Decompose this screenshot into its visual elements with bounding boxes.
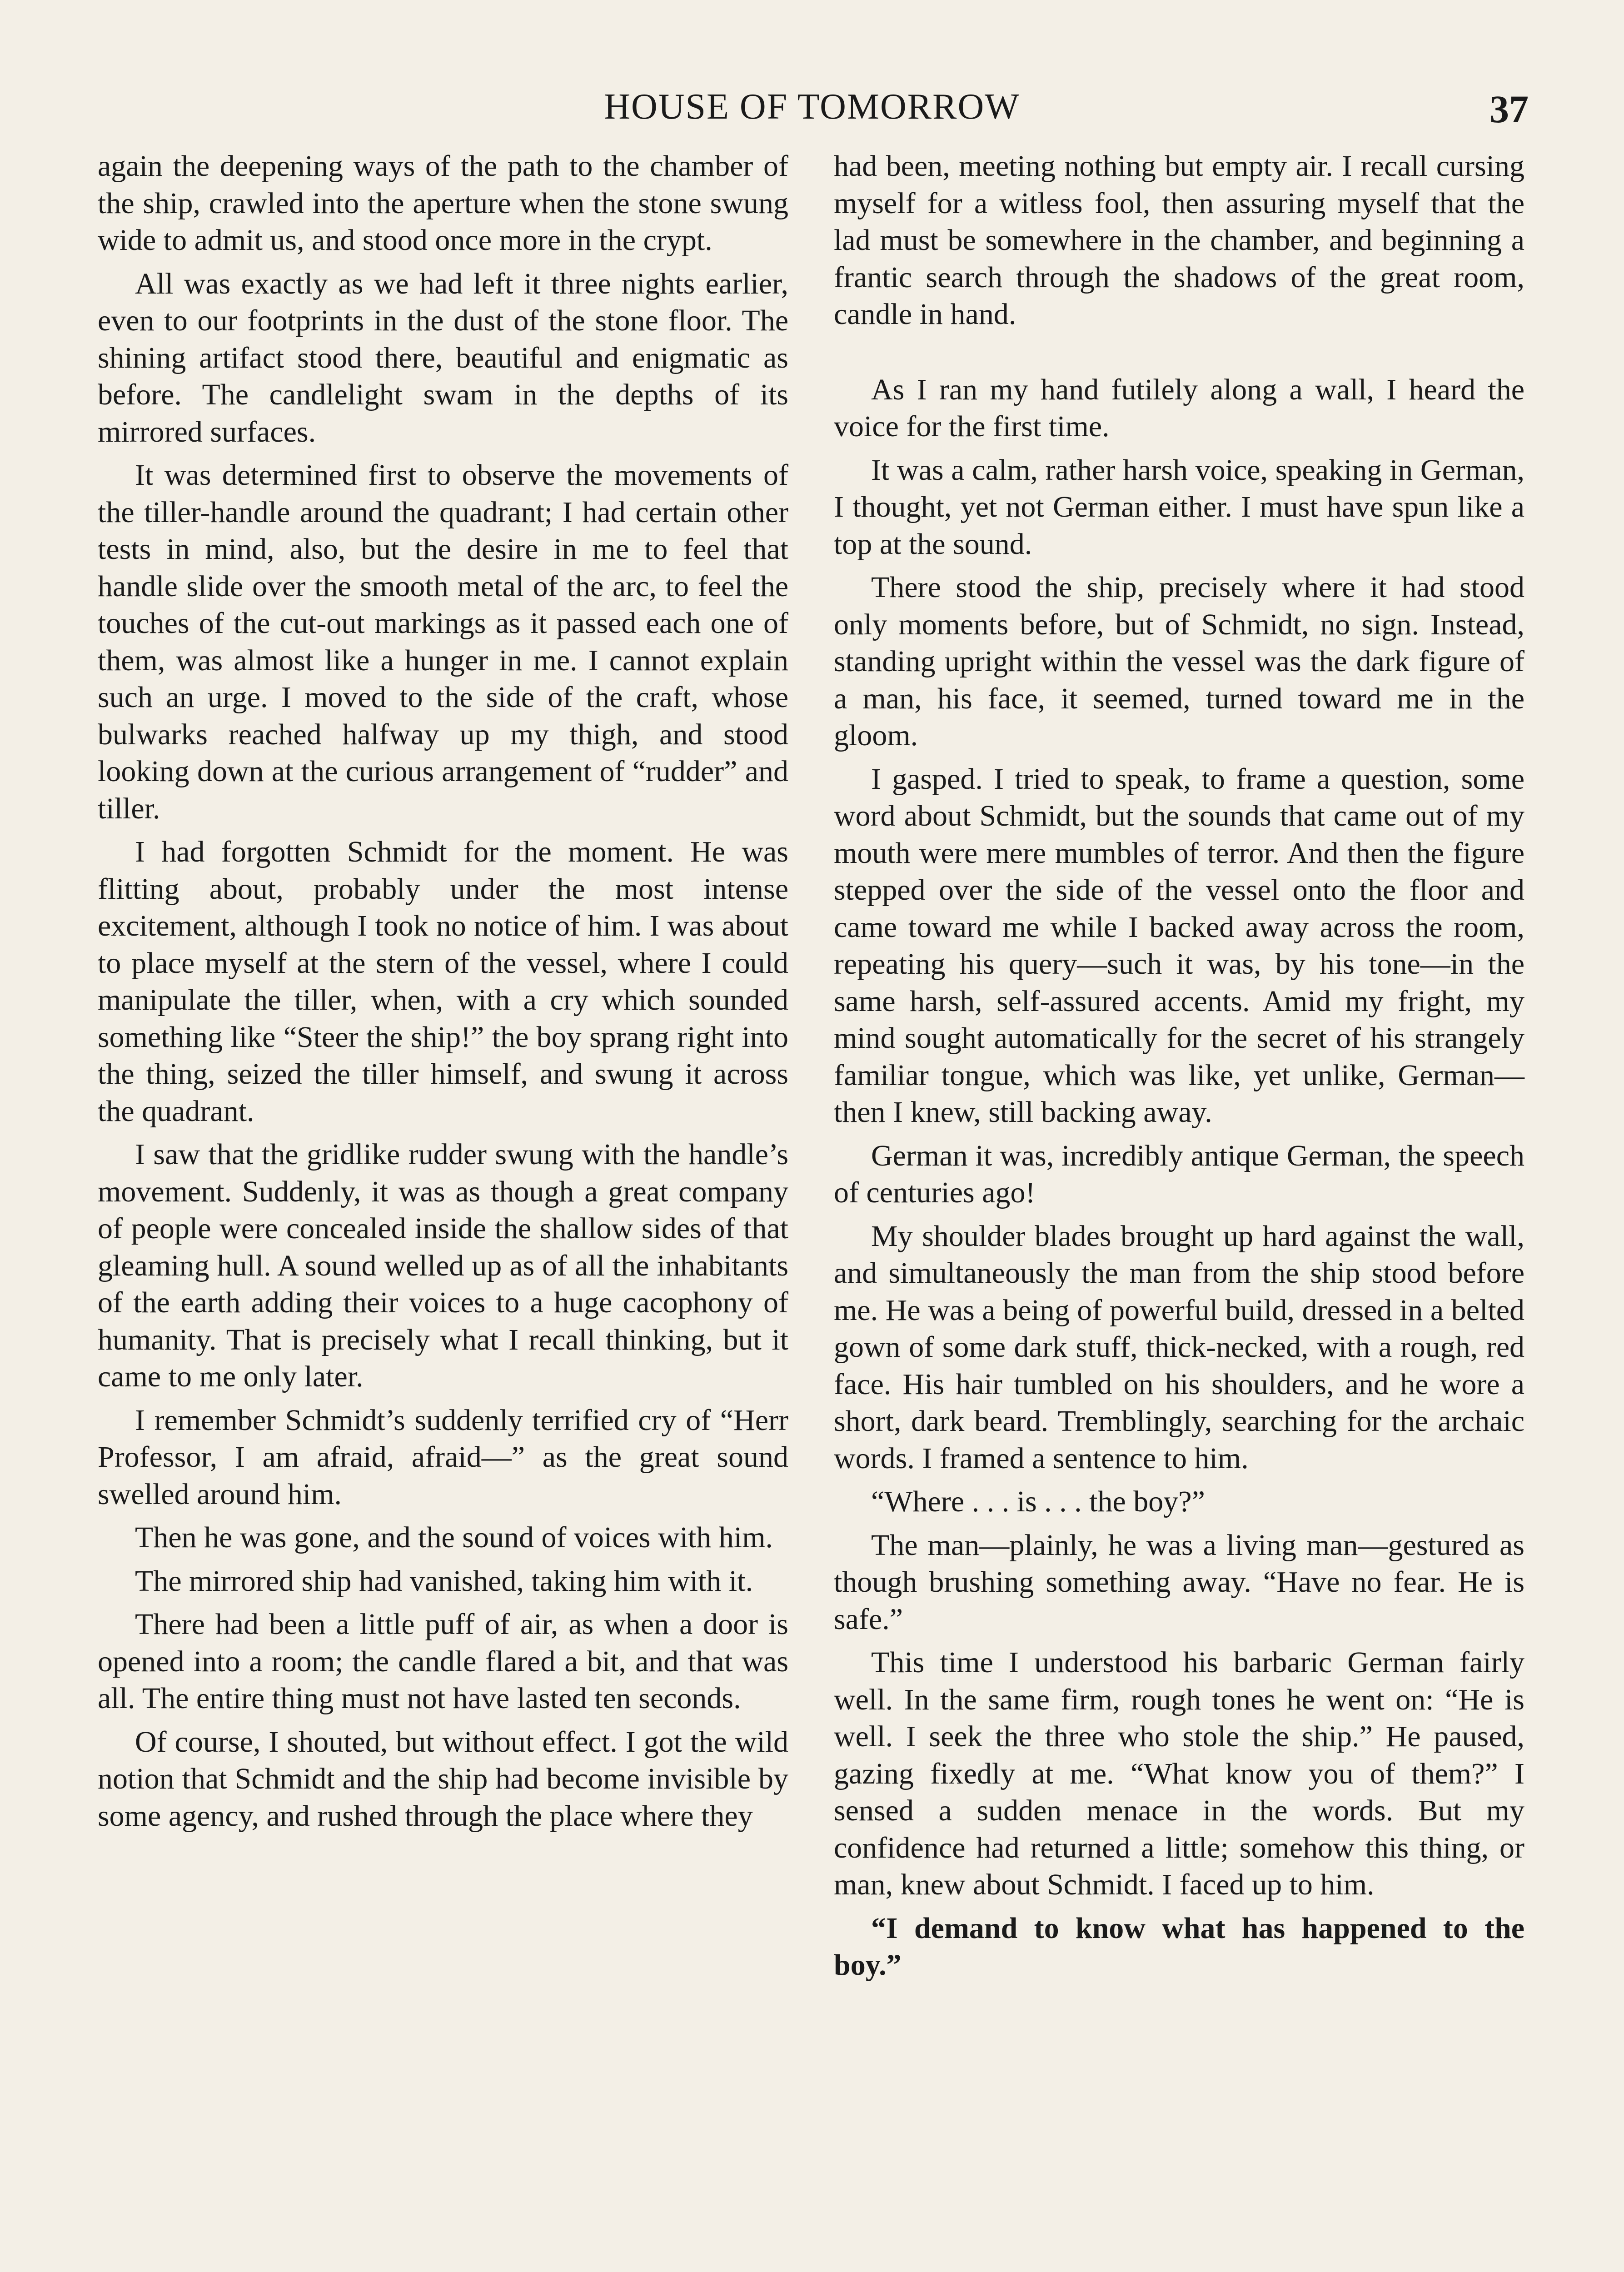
left-column bbox=[98, 148, 788, 1841]
paragraph: I remember Schmidt’s suddenly terrified cry of “Herr Professor, I am afraid, afraid—” as the great sound swelled around him. bbox=[98, 1403, 788, 1511]
running-title: HOUSE OF TOMORROW bbox=[604, 87, 1020, 127]
paragraph: It was a calm, rather harsh voice, speaking in German, I thought, yet not German either. I must have spun like a top at the sound. bbox=[834, 453, 1524, 561]
paragraph: All was exactly as we had left it three nights earlier, even to our footprints in the dust of the stone floor. The shining artifact stood there, beautiful and enigmatic as before. The candlelight swam in the depths of its mirrored surfaces. bbox=[98, 267, 788, 448]
right-column bbox=[834, 148, 1524, 1990]
paragraph: As I ran my hand futilely along a wall, I heard the voice for the first time. bbox=[834, 373, 1524, 443]
paragraph: German it was, incredibly antique German, the speech of centuries ago! bbox=[834, 1139, 1524, 1209]
page-header bbox=[0, 86, 1624, 141]
paragraph: again the deepening ways of the path to the chamber of the ship, crawled into the aperture when the stone swung wide to admit us, and stood once more in the crypt. bbox=[98, 149, 788, 257]
paragraph: “I demand to know what has happened to the boy.” bbox=[834, 1911, 1524, 1982]
page-number: 37 bbox=[1489, 87, 1529, 131]
paragraph: The mirrored ship had vanished, taking him with it. bbox=[135, 1564, 753, 1598]
paragraph: I saw that the gridlike rudder swung with the handle’s movement. Suddenly, it was as though a great company of people were concealed inside the shallow sides of that gleaming hull. A sound welled up as of all the inhabitants of the earth adding their voices to a huge cacophony of humanity. That is precisely what I recall thinking, but it came to me only later. bbox=[98, 1138, 788, 1393]
paragraph: There had been a little puff of air, as when a door is opened into a room; the candle flared a bit, and that was all. The entire thing must not have lasted ten seconds. bbox=[98, 1608, 788, 1715]
paragraph: The man—plainly, he was a living man—gestured as though brushing something away. “Have no fear. He is safe.” bbox=[834, 1528, 1524, 1636]
paragraph: My shoulder blades brought up hard against the wall, and simultaneously the man from the ship stood before me. He was a being of powerful build, dressed in a belted gown of some dark stuff, thick-necked, with a rough, red face. His hair tumbled on his shoulders, and he wore a short, dark beard. Tremblingly, searching for the archaic words. I framed a sentence to him. bbox=[834, 1219, 1524, 1475]
paragraph: I had forgotten Schmidt for the moment. He was flitting about, probably under the most intense excitement, although I took no notice of him. I was about to place myself at the stern of the vessel, where I could manipulate the tiller, when, with a cry which sounded something like “Steer the ship!” the boy sprang right into the thing, seized the tiller himself, and swung it across the quadrant. bbox=[98, 835, 788, 1128]
paragraph: It was determined first to observe the movements of the tiller-handle around the quadrant; I had certain other tests in mind, also, but the desire in me to feel that handle slide over the smooth metal of the arc, to feel the touches of the cut-out markings as it passed each one of them, was almost like a hunger in me. I cannot explain such an urge. I moved to the side of the craft, whose bulwarks reached halfway up my thigh, and stood looking down at the curious arrangement of “rudder” and tiller. bbox=[98, 458, 788, 825]
paragraph: I gasped. I tried to speak, to frame a question, some word about Schmidt, but the sounds that came out of my mouth were mere mumbles of terror. And then the figure stepped over the side of the vessel onto the floor and came toward me while I backed away across the room, repeating his query—such it was, by his tone—in the same harsh, self-assured accents. Amid my fright, my mind sought automatically for the secret of his strangely familiar tongue, which was like, yet unlike, German—then I knew, still backing away. bbox=[834, 762, 1524, 1129]
paragraph: There stood the ship, precisely where it had stood only moments before, but of Schmidt, no sign. Instead, standing upright within the vessel was the dark figure of a man, his face, it seemed, turned toward me in the gloom. bbox=[834, 571, 1524, 752]
paragraph: Of course, I shouted, but without effect. I got the wild notion that Schmidt and the ship had become invisible by some agency, and rushed through the place where they bbox=[98, 1725, 788, 1833]
paragraph: had been, meeting nothing but empty air. I recall cursing myself for a witless fool, then assuring myself that the lad must be somewhere in the chamber, and beginning a frantic search through the shadows of the great room, candle in hand. bbox=[834, 149, 1524, 331]
paragraph: This time I understood his barbaric German fairly well. In the same firm, rough tones he went on: “He is well. I seek the three who stole the ship.” He paused, gazing fixedly at me. “What know you of them?” I sensed a sudden menace in the words. But my confidence had returned a little; somehow this thing, or man, knew about Schmidt. I faced up to him. bbox=[834, 1646, 1524, 1901]
paragraph: Then he was gone, and the sound of voices with him. bbox=[135, 1521, 773, 1554]
paragraph: “Where . . . is . . . the boy?” bbox=[871, 1485, 1205, 1518]
